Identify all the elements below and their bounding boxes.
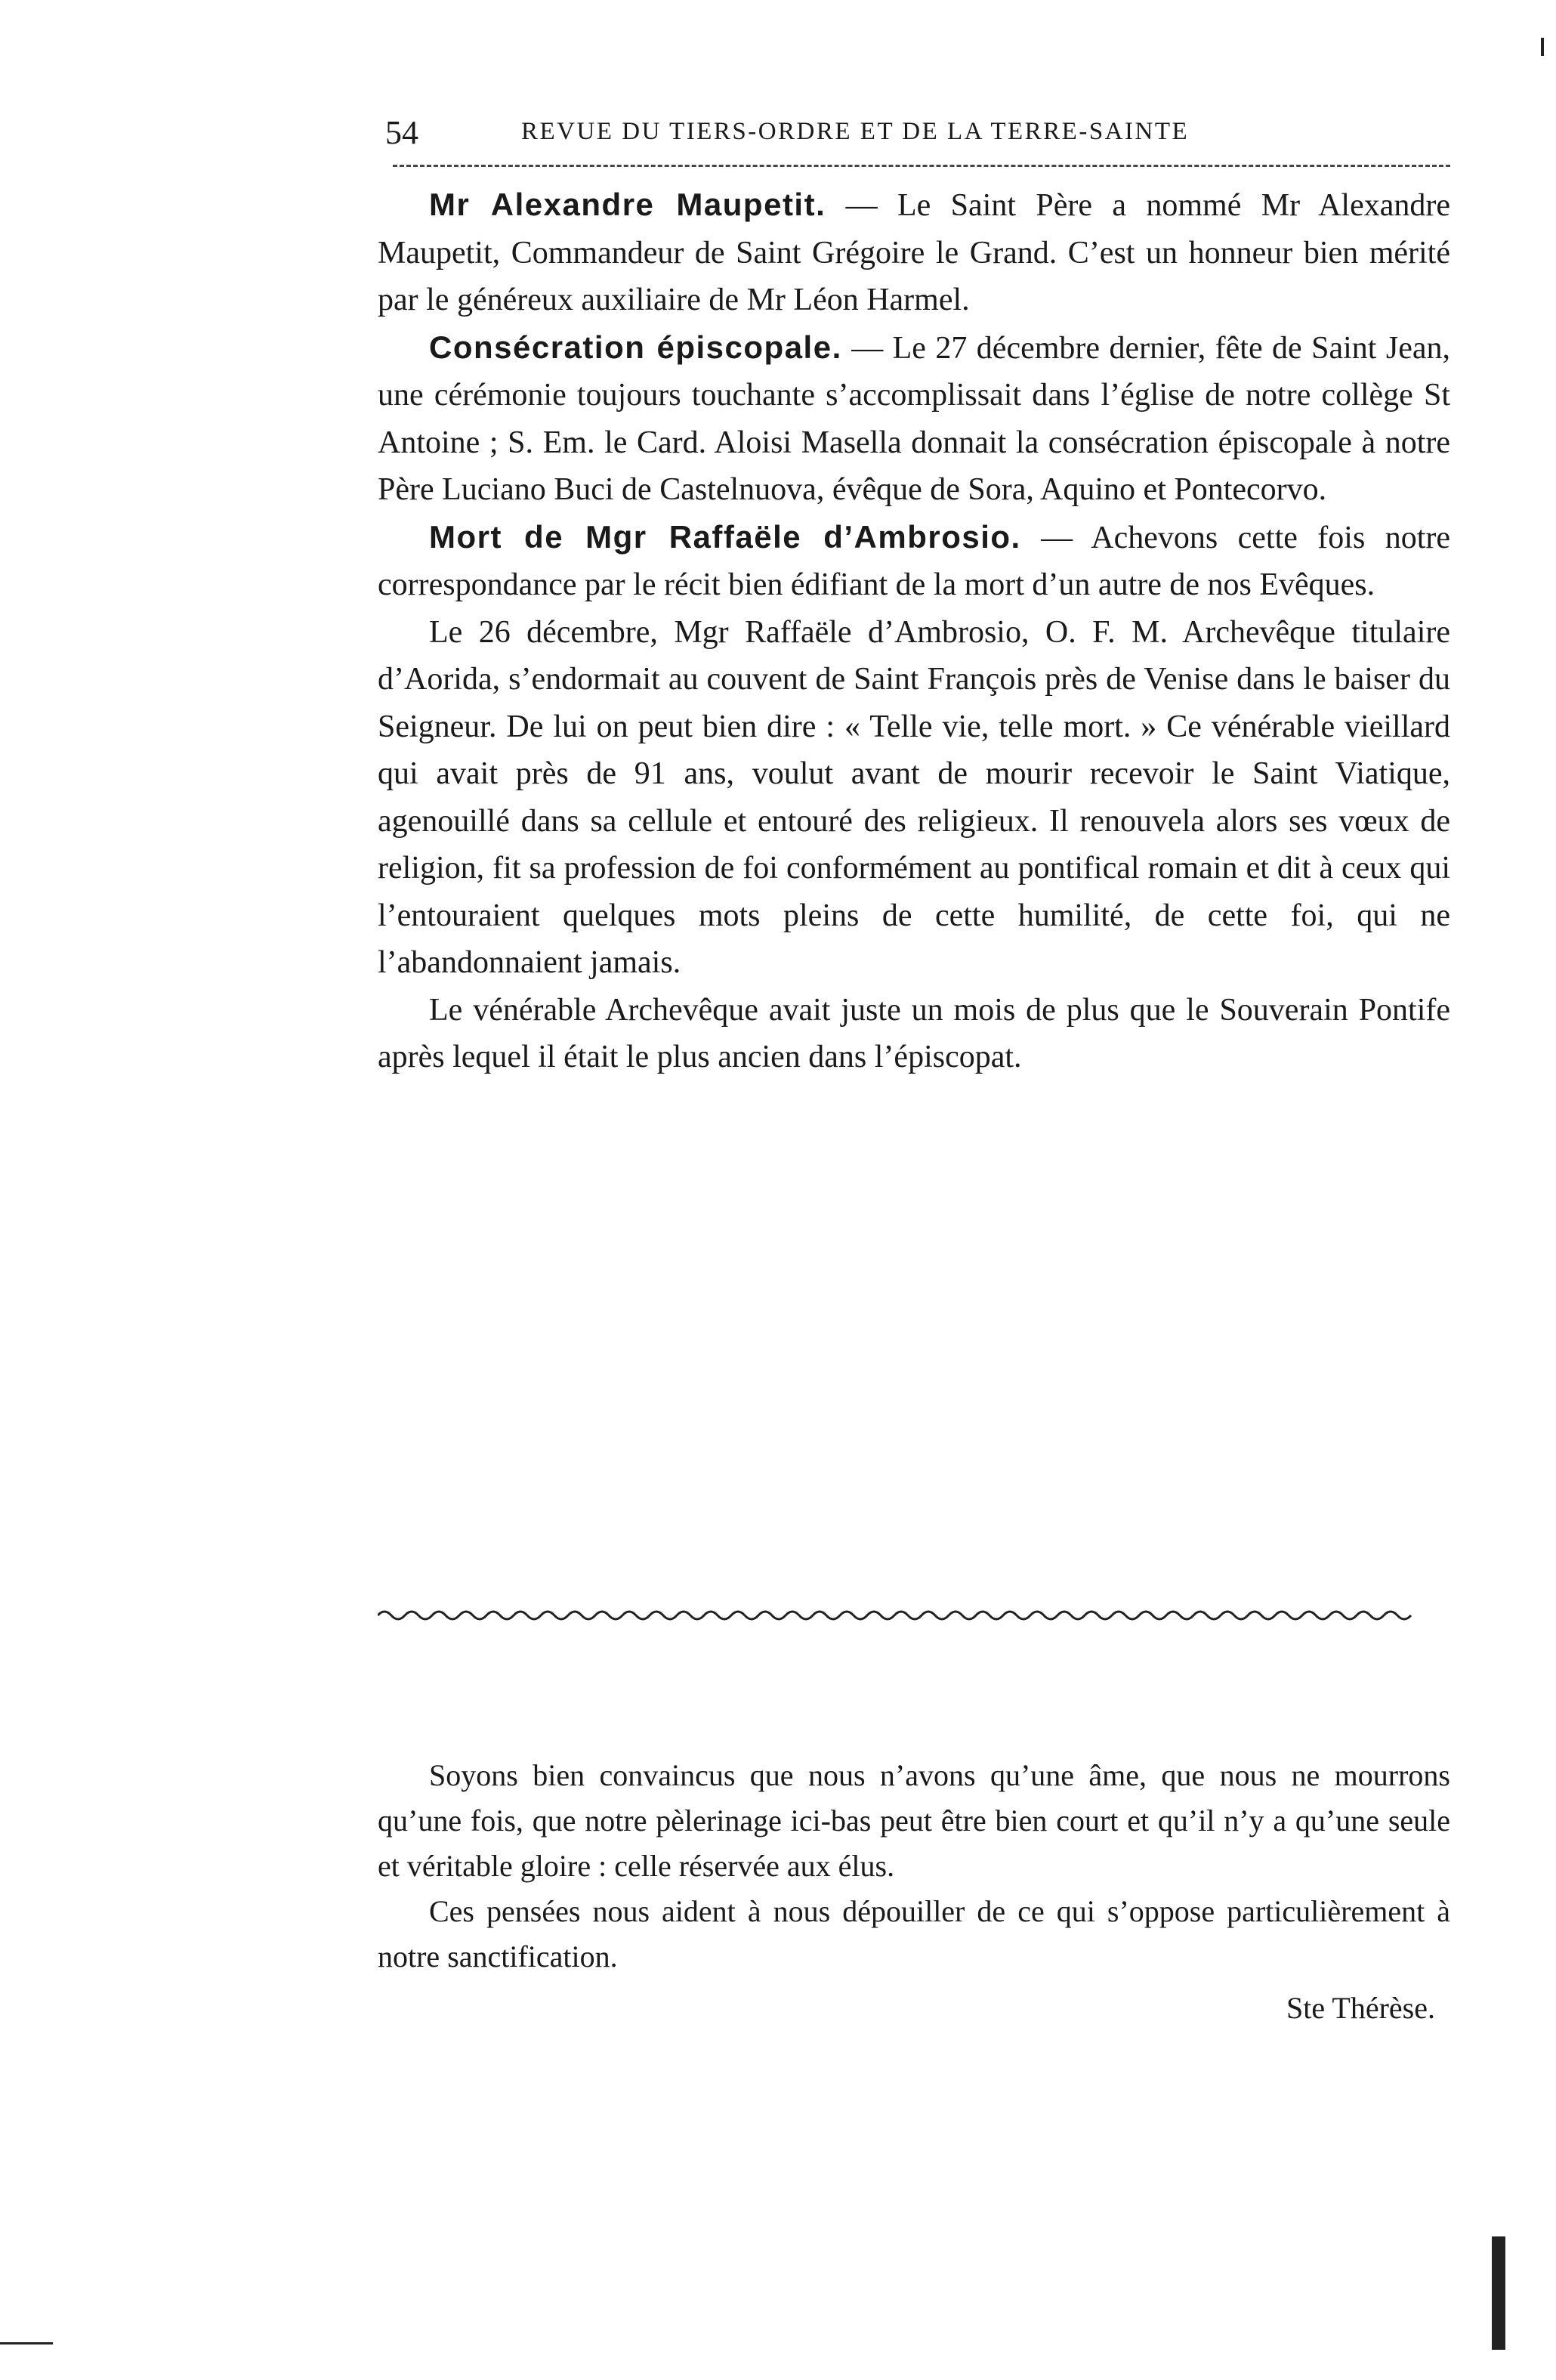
- page-body: [378, 106, 1450, 1081]
- header-rule: [393, 165, 1450, 167]
- item-text: Le 26 décembre, Mgr Raffaële d’Ambrosio, O. F. M. Archevêque titulaire d’Aorida, s’endormait au couvent de Saint François près de Venise dans le baiser du Seigneur. De lui on peut bien dire : « Telle vie, telle mort. » Ce vénérable vieillard qui avait près de 91 ans, voulut avant de mourir recevoir le Saint Viatique, agenouillé dans sa cellule et entouré des religieux. Il renouvela alors ses vœux de religion, fit sa profession de foi conformément au pontifical romain et dit à ceux qui l’entouraient quelques mots pleins de cette humilité, de cette foi, qui ne l’abandonnaient jamais.: [378, 614, 1450, 980]
- item-text: — Le 27 décembre dernier, fête de Saint Jean, une cérémonie toujours touchante s’accomplissait dans l’église de notre collège St Antoine ; S. Em. le Card. Aloisi Masella donnait la consécration épiscopale à notre Père Luciano Buci de Castelnuova, évêque de Sora, Aquino et Pontecorvo.: [378, 330, 1450, 507]
- margin-tick-mark: [1541, 38, 1544, 56]
- margin-bleed-mark: [1492, 2236, 1505, 2350]
- page-number: 54: [385, 114, 418, 151]
- item-text: — Le Saint Père a nommé Mr Alexandre Maupetit, Commandeur de Saint Grégoire le Grand. C’est un honneur bien mérité par le généreux auxiliaire de Mr Léon Harmel.: [378, 188, 1451, 317]
- quote-signature: Ste Thérèse.: [1286, 1991, 1435, 2025]
- closing-quote: [378, 1753, 1450, 2031]
- paragraph-death-account: [378, 609, 1450, 987]
- wavy-divider: [378, 1600, 1435, 1630]
- news-article: [378, 181, 1450, 1081]
- quote-paragraph: Ces pensées nous aident à nous dépouiller de ce qui s’oppose particulièrement à notre sanctification.: [378, 1894, 1450, 1974]
- margin-tick-mark: [0, 2342, 53, 2344]
- item-title: Consécration épiscopale.: [429, 329, 842, 365]
- paragraph-consecration: [378, 324, 1450, 514]
- quote-paragraph: Soyons bien convaincus que nous n’avons qu’une âme, que nous ne mourrons qu’une fois, que notre pèlerinage ici-bas peut être bien court et qu’il n’y a qu’une seule et véritable gloire : celle réservée aux élus.: [378, 1758, 1450, 1883]
- item-title: Mort de Mgr Raffaële d’Ambrosio.: [429, 518, 1021, 555]
- paragraph-death-title: [378, 514, 1450, 609]
- item-title: Mr Alexandre Maupetit.: [429, 187, 826, 222]
- wavy-divider-ornament: [378, 1600, 1435, 1630]
- running-title: REVUE DU TIERS-ORDRE ET DE LA TERRE-SAINTE: [521, 118, 1190, 145]
- item-text: Le vénérable Archevêque avait juste un mois de plus que le Souverain Pontife après lequel il était le plus ancien dans l’épiscopat.: [378, 992, 1450, 1074]
- item-text: — Achevons cette fois notre correspondance par le récit bien édifiant de la mort d’un autre de nos Evêques.: [378, 520, 1451, 602]
- paragraph-archbishop-age: [378, 987, 1450, 1081]
- paragraph-maupetit: [378, 181, 1450, 324]
- running-head: [378, 106, 1450, 159]
